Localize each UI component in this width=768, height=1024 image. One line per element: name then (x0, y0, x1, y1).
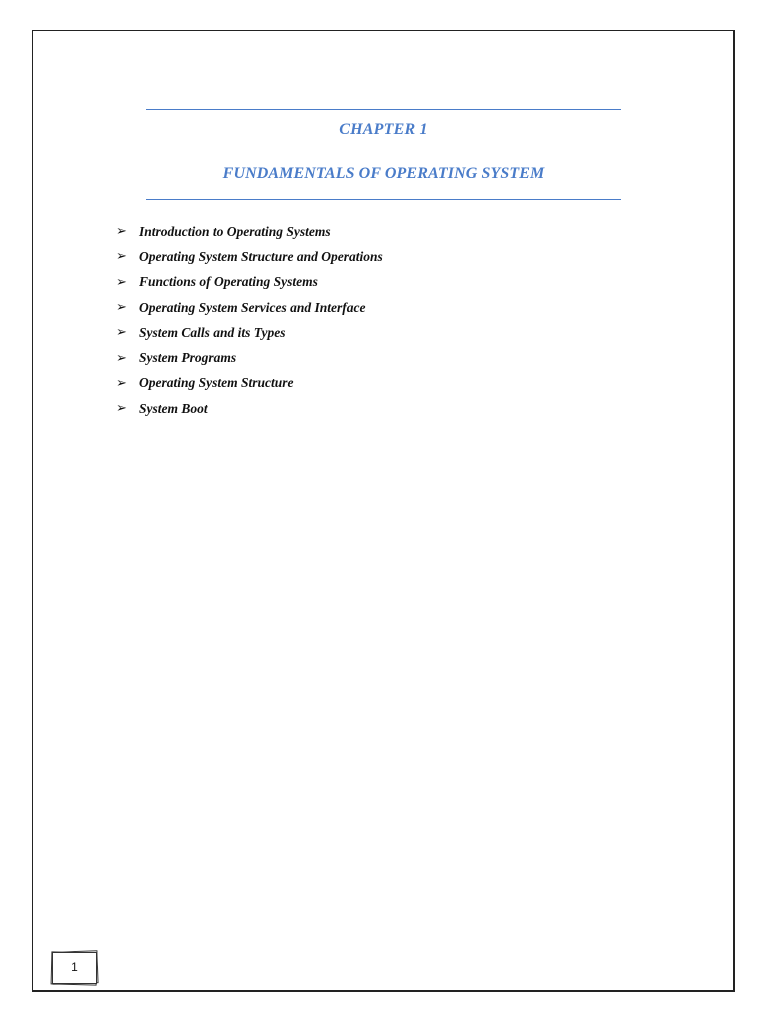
list-item (116, 371, 383, 396)
arrowhead-bullet-icon: ➢ (116, 274, 127, 290)
topic-text: Functions of Operating Systems (139, 274, 318, 290)
arrowhead-bullet-icon: ➢ (116, 350, 127, 366)
arrowhead-bullet-icon: ➢ (116, 401, 127, 417)
list-item (116, 345, 383, 370)
topic-text: System Programs (139, 350, 237, 366)
arrowhead-bullet-icon: ➢ (116, 224, 127, 240)
list-item (116, 320, 383, 345)
list-item (116, 244, 383, 269)
topic-text: Introduction to Operating Systems (139, 223, 331, 239)
arrowhead-bullet-icon: ➢ (116, 249, 127, 265)
arrowhead-bullet-icon: ➢ (116, 325, 127, 341)
header-top-rule (146, 109, 621, 110)
list-item (116, 295, 383, 320)
topic-text: System Calls and its Types (139, 324, 286, 340)
header-bottom-rule (146, 199, 621, 200)
list-item (116, 270, 383, 295)
topic-text: Operating System Services and Interface (139, 299, 366, 315)
list-item (116, 396, 383, 421)
topic-text: Operating System Structure and Operations (139, 248, 383, 264)
arrowhead-bullet-icon: ➢ (116, 300, 127, 316)
page-number: 1 (71, 960, 78, 974)
arrowhead-bullet-icon: ➢ (116, 375, 127, 391)
topic-text: Operating System Structure (139, 375, 294, 391)
chapter-title: FUNDAMENTALS OF OPERATING SYSTEM (222, 165, 545, 182)
list-item (116, 219, 383, 244)
chapter-label: CHAPTER 1 (339, 121, 428, 138)
topic-text: System Boot (139, 400, 208, 416)
page-number-box (51, 951, 97, 985)
topic-list (116, 219, 383, 421)
